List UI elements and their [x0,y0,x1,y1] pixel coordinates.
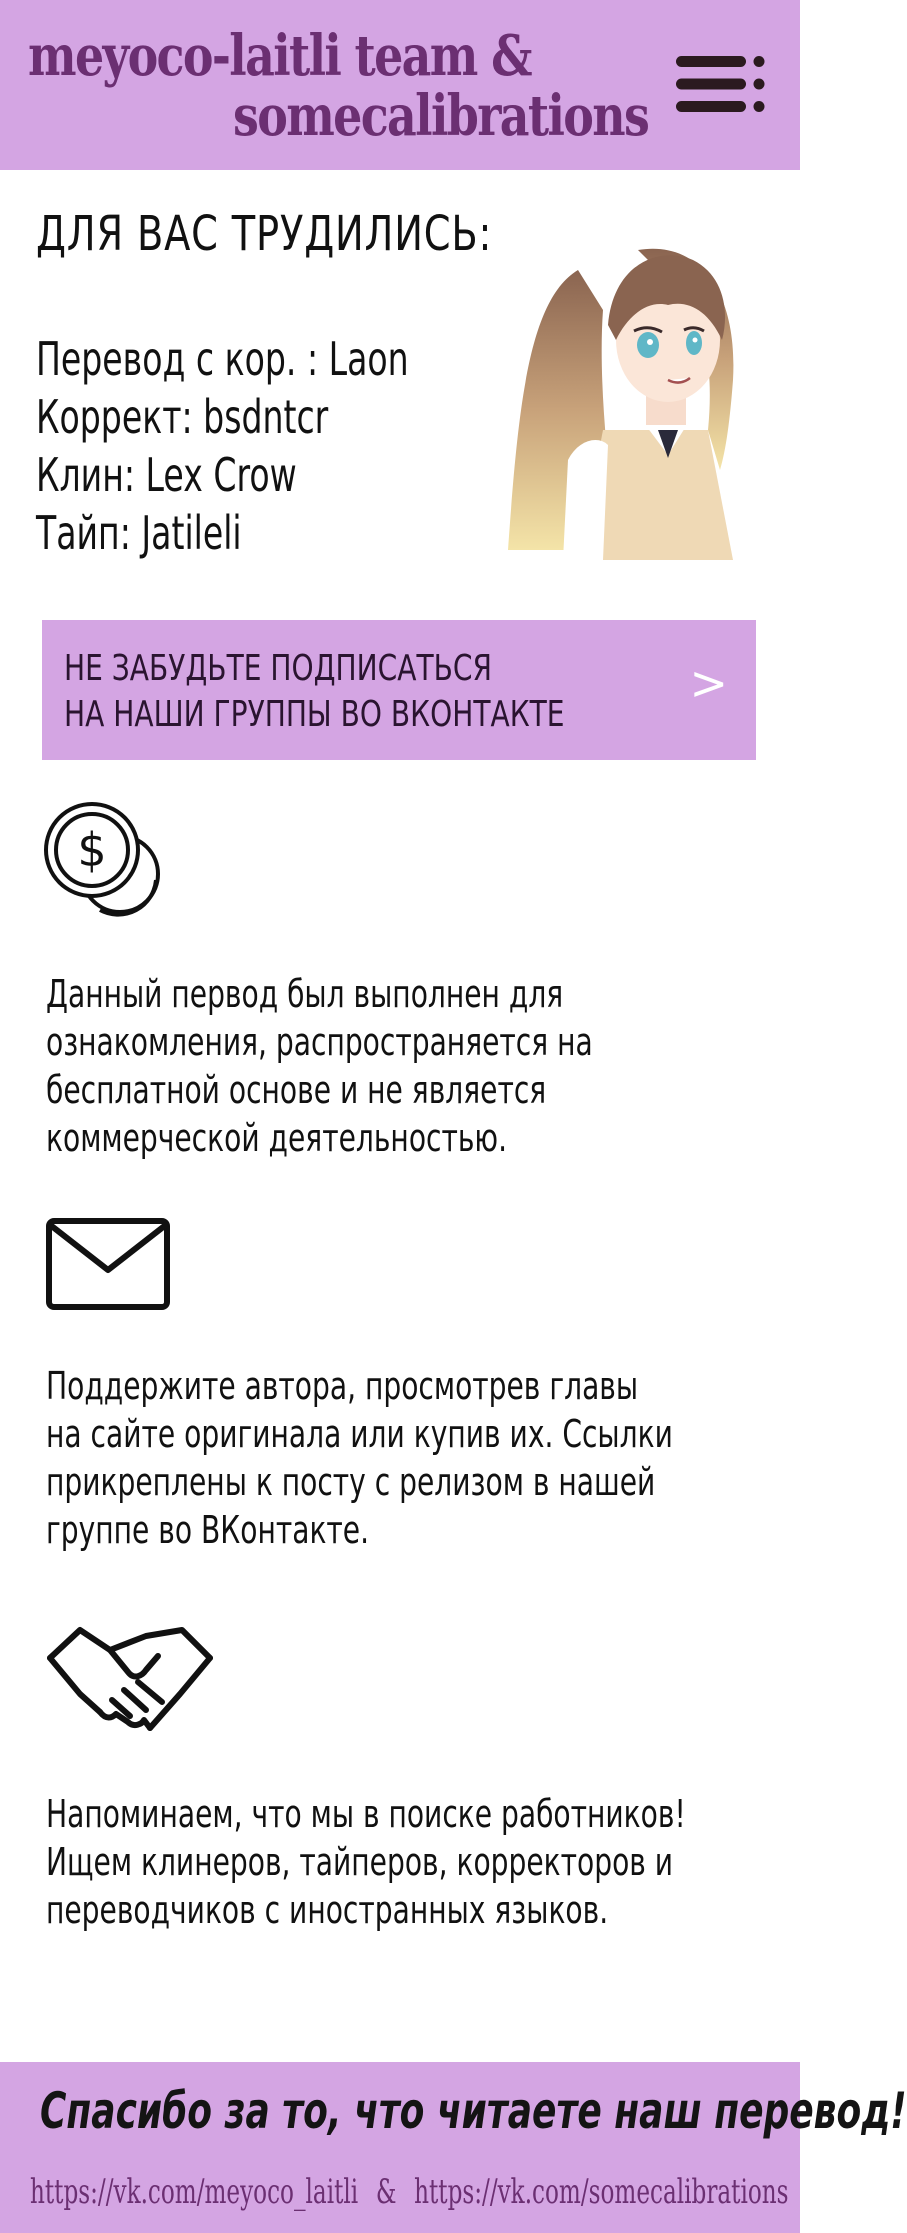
svg-text:$: $ [77,823,107,877]
handshake-icon [46,1624,214,1736]
support-author-notice [46,1362,673,1554]
brand-title-line2: somecalibrations [233,83,649,149]
links-separator: & [375,2172,397,2212]
notice-line: бесплатной основе и не является [46,1068,547,1112]
notice-line: ознакомления, распространяется на [46,1020,593,1064]
chevron-right-icon[interactable]: > [689,656,728,710]
notice-line: Поддержите автора, просмотрев главы [46,1364,639,1408]
notice-line: группе во ВКонтакте. [46,1508,370,1552]
brand-title-line1: meyoco-laitli team & [28,23,531,89]
footer-bar [0,2062,907,2233]
credits-list [36,330,409,562]
notice-line: на сайте оригинала или купив их. Ссылки [46,1412,673,1456]
subscribe-text-line2: НА НАШИ ГРУППЫ ВО ВКОНТАКТЕ [64,694,565,735]
recruitment-notice [46,1790,686,1934]
menu-icon[interactable] [676,56,766,112]
subscribe-text [64,646,565,738]
coins-icon [38,800,174,932]
notice-line: Ищем клинеров, тайперов, корректоров и [46,1840,674,1884]
credit-typesetter: Тайп: Jatileli [36,506,242,560]
notice-line: Напоминаем, что мы в поиске работников! [46,1792,686,1836]
vk-link-meyoco[interactable]: https://vk.com/meyoco_laitli [30,2172,359,2212]
character-portrait [508,230,748,560]
credit-proofreader: Коррект: bsdntcr [36,390,329,444]
subscribe-vk-banner[interactable] [42,620,756,760]
free-distribution-notice [46,970,593,1162]
notice-line: переводчиков с иностранных языков. [46,1888,609,1932]
footer-links [30,2172,789,2212]
notice-line: Данный первод был выполнен для [46,972,564,1016]
subscribe-text-line1: НЕ ЗАБУДЬТЕ ПОДПИСАТЬСЯ [64,648,493,689]
vk-link-somecalibrations[interactable]: https://vk.com/somecalibrations [414,2172,789,2212]
notice-line: прикреплены к посту с релизом в нашей [46,1460,656,1504]
notice-line: коммерческой деятельностью. [46,1116,508,1160]
thanks-message: Спасибо за то, что читаете наш перевод! [40,2082,907,2140]
credit-cleaner: Клин: Lex Crow [36,448,297,502]
envelope-icon [46,1218,170,1310]
credits-title: ДЛЯ ВАС ТРУДИЛИСЬ: [36,206,493,262]
brand-title [28,23,649,149]
credit-translator: Перевод с кор. : Laon [36,332,409,386]
header-bar [0,0,800,170]
